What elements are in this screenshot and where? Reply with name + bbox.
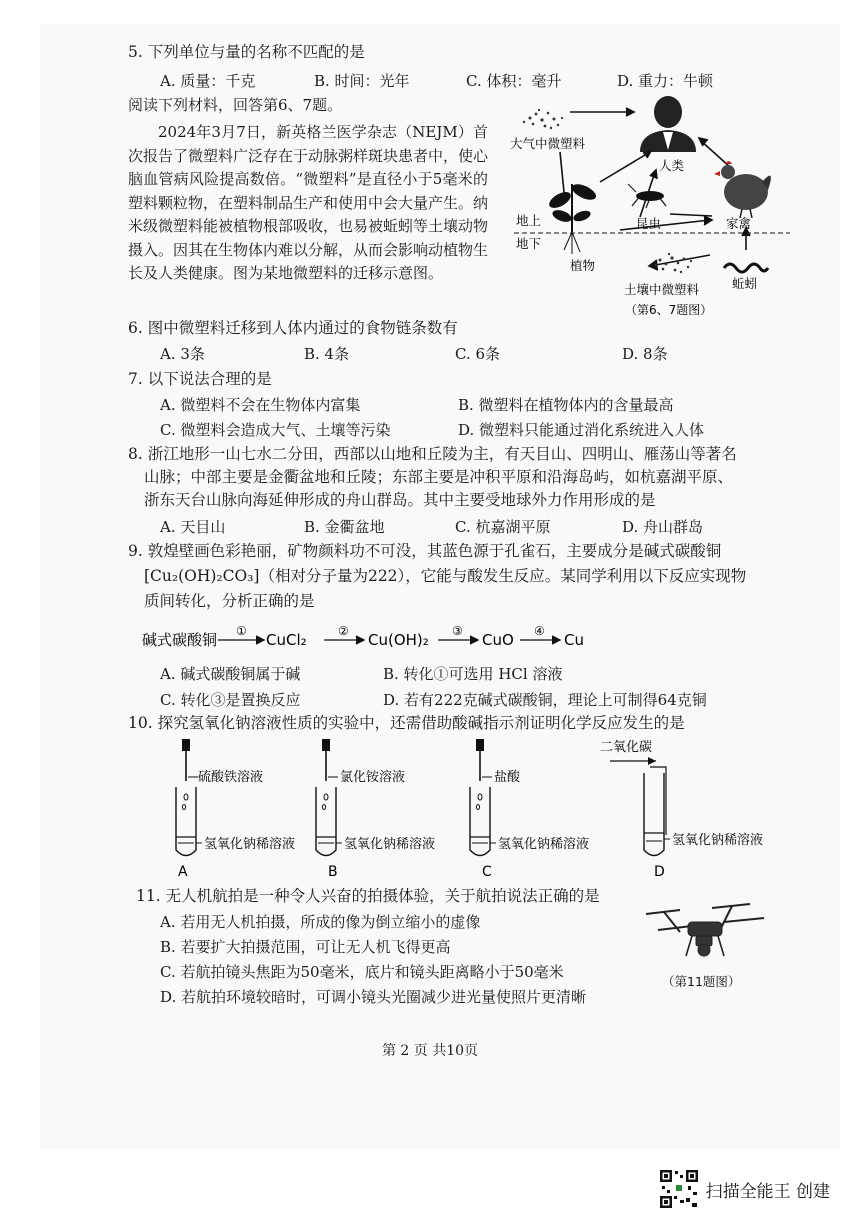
reading-intro: 阅读下列材料，回答第6、7题。 — [128, 96, 343, 114]
q7-stem: 7. 以下说法合理的是 — [128, 370, 272, 388]
figure67-caption: （第6、7题图） — [625, 303, 713, 317]
q7-option-c: C. 微塑料会造成大气、土壤等污染 — [160, 421, 391, 439]
q5-stem: 5. 下列单位与量的名称不匹配的是 — [128, 43, 365, 61]
q9-option-a: A. 碱式碳酸铜属于碱 — [160, 665, 301, 683]
q8-line-1: 8. 浙江地形一山七水二分田，西部以山地和丘陵为主，有天目山、四明山、雁荡山等著名 — [128, 445, 737, 463]
material-paragraph: 2024年3月7日，新英格兰医学杂志（NEJM）首次报告了微塑料广泛存在于动脉粥样斑块患者中，使心脑血管病风险提高数倍。“微塑料”是直径小于5毫米的塑料颗粒物，在塑料制品生产和使用中会大量产生。纳米级微塑料能被植物根部吸收，也易被蚯蚓等土壤动物摄入。因其在生物体内难以分解，从而会影响动植物生长及人类健康。图为某地微塑料的迁移示意图。 — [128, 123, 489, 282]
earthworm-icon — [724, 264, 768, 272]
label-human: 人类 — [659, 158, 685, 173]
tube-d — [600, 739, 763, 880]
tube-b-letter: B — [328, 864, 338, 880]
product-2: Cu(OH)₂ — [368, 631, 429, 649]
q9-line-3: 质间转化，分析正确的是 — [144, 592, 315, 610]
step-4: ④ — [534, 624, 545, 638]
q5-option-c: C. 体积：毫升 — [466, 72, 562, 90]
drone-icon — [646, 904, 764, 956]
q9-option-c: C. 转化③是置换反应 — [160, 691, 301, 709]
chain-start: 碱式碳酸铜 — [142, 631, 218, 649]
air-particles-icon — [523, 109, 563, 129]
q6-stem: 6. 图中微塑料迁移到人体内通过的食物链条数有 — [128, 319, 458, 337]
tube-d-reagent: 二氧化碳 — [600, 740, 653, 755]
q8-option-c: C. 杭嘉湖平原 — [455, 518, 551, 536]
q11-option-b: B. 若要扩大拍摄范围，可让无人机飞得更高 — [160, 938, 451, 956]
q10-stem: 10. 探究氢氧化钠溶液性质的实验中，还需借助酸碱指示剂证明化学反应发生的是 — [128, 714, 685, 732]
tube-c-base: 氢氧化钠稀溶液 — [498, 837, 590, 852]
q11-figure-caption: （第11题图） — [662, 974, 741, 989]
step-3: ③ — [452, 624, 463, 638]
product-3: CuO — [482, 631, 514, 649]
microplastic-migration-figure — [500, 92, 790, 324]
label-plant: 植物 — [570, 258, 596, 273]
step-1: ① — [236, 624, 247, 638]
label-air: 大气中微塑料 — [510, 136, 586, 151]
q9-option-b: B. 转化①可选用 HCl 溶液 — [383, 665, 563, 683]
tube-d-base: 氢氧化钠稀溶液 — [672, 833, 764, 848]
step-2: ② — [338, 624, 349, 638]
q5-option-b: B. 时间：光年 — [314, 72, 410, 90]
q9-line-2: [Cu₂(OH)₂CO₃]（相对分子量为222），它能与酸发生反应。某同学利用以下反应实现物 — [144, 567, 747, 585]
product-1: CuCl₂ — [266, 631, 307, 649]
q6-option-a: A. 3条 — [160, 345, 205, 363]
tube-b-reagent: 氯化铵溶液 — [340, 770, 406, 785]
q7-option-a: A. 微塑料不会在生物体内富集 — [160, 396, 361, 414]
label-earthworm: 蚯蚓 — [732, 276, 758, 291]
tube-b-base: 氢氧化钠稀溶液 — [344, 837, 436, 852]
q8-option-d: D. 舟山群岛 — [622, 518, 704, 536]
q9-option-d: D. 若有222克碱式碳酸铜，理论上可制得64克铜 — [383, 691, 707, 709]
label-soil: 土壤中微塑料 — [624, 282, 700, 297]
q6-option-b: B. 4条 — [304, 345, 350, 363]
q7-option-d: D. 微塑料只能通过消化系统进入人体 — [458, 421, 705, 439]
tube-c-letter: C — [482, 864, 492, 880]
q8-option-b: B. 金衢盆地 — [304, 518, 385, 536]
poultry-icon — [714, 161, 771, 218]
label-above-ground: 地上 — [516, 213, 542, 228]
tube-d-letter: D — [654, 864, 665, 880]
q11-option-c: C. 若航拍镜头焦距为50毫米，底片和镜头距离略小于50毫米 — [160, 963, 564, 981]
q11-option-d: D. 若航拍环境较暗时，可调小镜头光圈减少进光量使照片更清晰 — [160, 988, 587, 1006]
insect-icon — [628, 184, 666, 208]
q11-option-a: A. 若用无人机拍摄，所成的像为倒立缩小的虚像 — [160, 913, 481, 931]
q9-line-1: 9. 敦煌壁画色彩艳丽，矿物颜料功不可没，其蓝色源于孔雀石，主要成分是碱式碳酸铜 — [128, 542, 722, 560]
tube-c — [470, 739, 589, 880]
tube-c-reagent: 盐酸 — [494, 770, 521, 785]
tube-a — [176, 739, 295, 880]
human-icon — [640, 96, 696, 152]
tube-b — [316, 739, 435, 880]
q5-option-d: D. 重力：牛顿 — [617, 72, 714, 90]
q11-stem: 11. 无人机航拍是一种令人兴奋的拍摄体验，关于航拍说法正确的是 — [136, 887, 600, 905]
tube-a-base: 氢氧化钠稀溶液 — [204, 837, 296, 852]
q8-option-a: A. 天目山 — [160, 518, 226, 536]
qr-code-icon — [658, 1168, 700, 1210]
page-footer: 第 2 页 共10页 — [381, 1043, 479, 1059]
q7-option-b: B. 微塑料在植物体内的含量最高 — [458, 396, 674, 414]
scanner-watermark — [658, 1168, 830, 1210]
q6-option-c: C. 6条 — [455, 345, 501, 363]
label-poultry: 家禽 — [726, 216, 752, 231]
soil-particles-icon — [655, 253, 692, 273]
q9-reaction-chain — [140, 624, 600, 654]
q8-line-2: 山脉；中部主要是金衢盆地和丘陵；东部主要是冲积平原和沿海岛屿，如杭嘉湖平原、 — [144, 468, 734, 486]
q5-option-a: A. 质量：千克 — [160, 72, 256, 90]
scanner-watermark-text: 扫描全能王 创建 — [705, 1181, 830, 1202]
label-insect: 昆虫 — [636, 216, 662, 231]
drone-figure — [640, 900, 770, 990]
tube-a-reagent: 硫酸铁溶液 — [198, 770, 264, 785]
product-4: Cu — [564, 631, 584, 649]
q10-test-tubes-figure — [160, 735, 790, 880]
label-below-ground: 地下 — [516, 236, 542, 251]
plant-icon — [547, 181, 599, 254]
tube-a-letter: A — [178, 864, 188, 880]
q8-line-3: 浙东天台山脉向海延伸形成的舟山群岛。其中主要受地球外力作用形成的是 — [144, 491, 656, 509]
q6-option-d: D. 8条 — [622, 345, 668, 363]
